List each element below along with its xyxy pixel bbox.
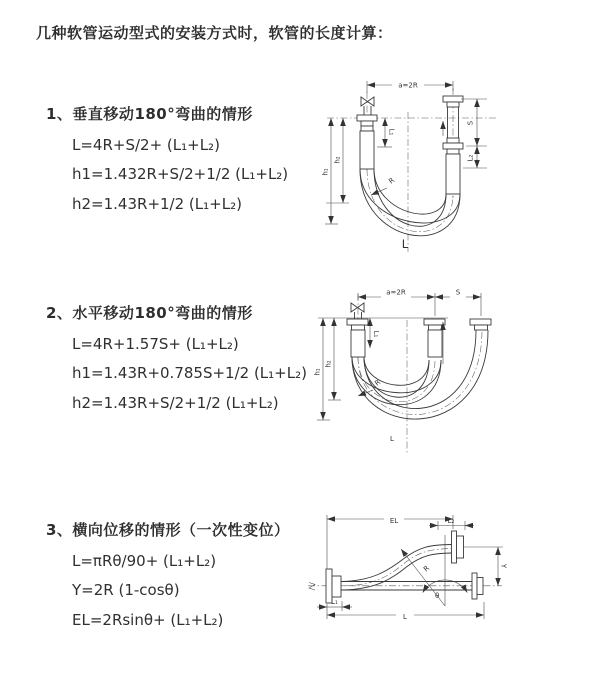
section-3-heading: 3、横向位移的情形（一次性变位） [46, 521, 290, 539]
dim-label-l1: L₁ [372, 330, 380, 338]
braided-hose-section [446, 154, 460, 194]
centerline-break-mark [309, 583, 315, 591]
page-title: 几种软管运动型式的安装方式时，软管的长度计算： [36, 24, 393, 42]
braided-hose-section [351, 330, 365, 357]
section-horizontal-bend [46, 302, 307, 412]
dim-label-a2r: a=2R [398, 81, 418, 90]
diagram-lateral-displacement [300, 505, 596, 663]
diagram-horizontal-180-bend [312, 283, 570, 469]
dim-label-h1: h₁ [313, 368, 322, 376]
braided-hose-section [428, 330, 442, 357]
section-vertical-bend [46, 103, 288, 213]
dim-label-h2: h₂ [333, 156, 342, 164]
section-lateral-displacement [46, 519, 289, 629]
hose-u-bend [360, 169, 460, 236]
displaced-hose [341, 545, 452, 582]
radius-label: R [387, 176, 397, 186]
dim-label-h2: h₂ [324, 360, 333, 368]
section-1-formulas [72, 136, 288, 213]
length-label: L [401, 237, 409, 251]
formula-L: L=4R+1.57S+ (L₁+L₂) [72, 334, 239, 353]
formula-h1: h1=1.432R+S/2+1/2 (L₁+L₂) [72, 165, 289, 183]
dim-label-l1: L₁ [387, 128, 396, 136]
formula-EL: EL=2Rsinθ+ (L₁+L₂) [72, 610, 224, 629]
formula-h2: h2=1.43R+S/2+1/2 (L₁+L₂) [72, 393, 279, 412]
formula-L: L=πRθ/90+ (L₁+L₂) [72, 551, 217, 570]
flanges [326, 531, 483, 603]
dimensions [317, 515, 508, 621]
dim-label-h1: h₁ [321, 168, 330, 176]
braided-hose-section [360, 131, 374, 169]
radius-label: R [373, 378, 383, 388]
section-3-formulas [72, 552, 289, 629]
dim-label-l2: L₂ [466, 154, 475, 162]
moving-end-pipe [443, 96, 463, 194]
length-label: L [390, 435, 394, 443]
centerlines [327, 88, 497, 252]
angle-label: θ [435, 592, 440, 600]
valve-icon [351, 303, 364, 312]
dimensions [322, 81, 488, 251]
original-end-flange [472, 573, 477, 599]
dim-label-y: Y [499, 563, 508, 569]
dim-label-l1: L₁ [331, 598, 338, 606]
valve-icon [361, 97, 374, 106]
radius-label: R [422, 564, 432, 574]
formula-L: L=4R+S/2+ (L₁+L₂) [72, 135, 220, 154]
formula-h1: h1=1.43R+0.785S+1/2 (L₁+L₂) [72, 364, 307, 382]
dim-label-l2: L₂ [447, 517, 455, 525]
displaced-position-pipe [470, 319, 491, 330]
dim-label-s: S [466, 120, 475, 126]
fixed-end-pipe [347, 303, 368, 357]
displaced-end-flange [452, 531, 457, 563]
dim-label-el: EL [389, 517, 399, 525]
section-1-heading: 1、垂直移动180°弯曲的情形 [46, 105, 253, 123]
dim-label-l: L [403, 613, 407, 621]
formula-h2: h2=1.43R+1/2 (L₁+L₂) [72, 194, 242, 213]
formula-Y: Y=2R (1-cosθ) [72, 581, 180, 599]
section-2-heading: 2、水平移动180°弯曲的情形 [46, 304, 253, 322]
dimensions [314, 289, 482, 444]
section-2-formulas [72, 335, 307, 412]
displaced-hose [341, 553, 452, 590]
diagram-vertical-180-bend [312, 72, 564, 254]
hose-u-bends [352, 330, 488, 419]
original-position-pipe [424, 319, 445, 357]
dim-label-a2r: a=2R [386, 288, 406, 297]
dim-label-s: S [455, 288, 461, 297]
